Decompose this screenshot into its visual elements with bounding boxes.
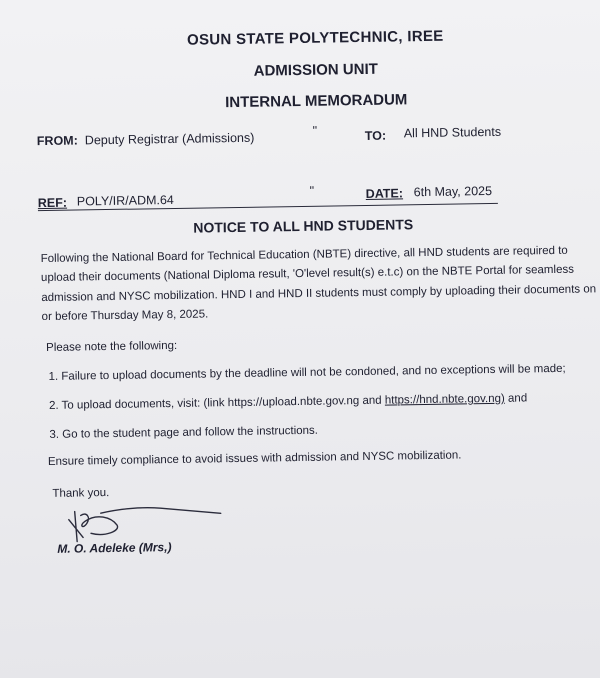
- date-label: DATE:: [365, 186, 404, 201]
- list-item-3: 3. Go to the student page and follow the instructions.: [49, 424, 319, 441]
- list-item-2-suffix: and: [504, 392, 528, 405]
- institution-name: OSUN STATE POLYTECHNIC, IREE: [186, 27, 444, 49]
- note-intro: Please note the following:: [46, 339, 178, 354]
- document-type: INTERNAL MEMORADUM: [225, 91, 408, 112]
- closing-text: Thank you.: [52, 487, 110, 500]
- to-label: TO:: [364, 128, 387, 143]
- ditto-mark-from: ": [312, 123, 318, 138]
- ditto-mark-ref: ": [309, 183, 315, 198]
- list-item-2: [49, 392, 527, 412]
- from-value: Deputy Registrar (Admissions): [84, 130, 255, 148]
- list-item-1: 1. Failure to upload documents by the deadline will not be condoned, and no exceptions will be made;: [48, 362, 566, 383]
- unit-name: ADMISSION UNIT: [253, 60, 378, 80]
- compliance-note: Ensure timely compliance to avoid issues with admission and NYSC mobilization.: [47, 449, 462, 468]
- to-value: All HND Students: [403, 124, 502, 141]
- ref-value: POLY/IR/ADM.64: [76, 192, 174, 209]
- list-item-2-text: 2. To upload documents, visit: (link https://upload.nbte.gov.ng and: [48, 394, 385, 412]
- signature-drawing: [61, 501, 232, 544]
- from-label: FROM:: [36, 133, 78, 149]
- ref-label: REF:: [37, 195, 68, 211]
- signatory-name: M. O. Adeleke (Mrs,): [57, 540, 172, 556]
- nbte-hnd-link[interactable]: https://hnd.nbte.gov.ng): [384, 392, 505, 407]
- date-value: 6th May, 2025: [413, 183, 493, 200]
- notice-title: NOTICE TO ALL HND STUDENTS: [193, 216, 414, 236]
- body-paragraph: Following the National Board for Technical Education (NBTE) directive, all HND students are required to upload their documents (National Diploma result, 'O'level result(s) e.t.c) on the NBTE Portal for seamless admission and NYSC mobilization. HND I and HND II students must comply by uploading their documents on or before Thursday May 8, 2025.: [40, 244, 597, 323]
